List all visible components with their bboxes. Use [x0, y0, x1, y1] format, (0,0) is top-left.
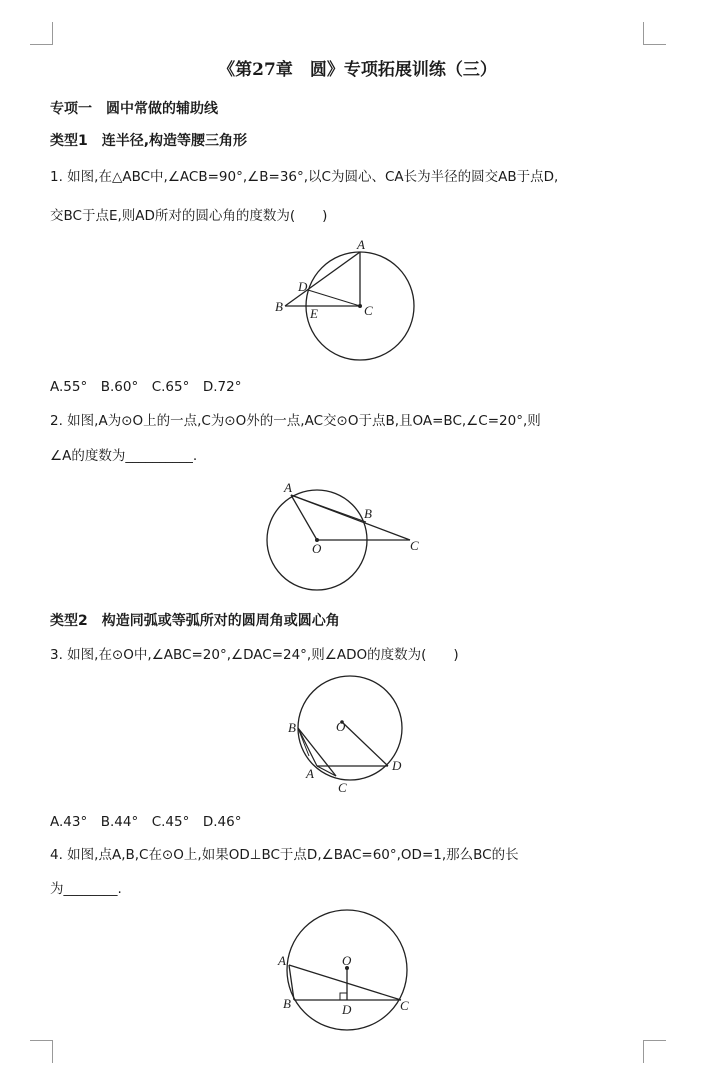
q3-options: A.43° B.44° C.45° D.46°: [50, 814, 242, 830]
q1-text-line2: 交BC于点E,则AD所对的圆心角的度数为( ): [50, 208, 328, 224]
q4-text-line2: 为________.: [50, 881, 122, 897]
q3-label-O: O: [336, 719, 346, 734]
section-heading: 专项一 圆中常做的辅助线: [50, 101, 218, 117]
type1-heading: 类型1 连半径,构造等腰三角形: [50, 133, 248, 149]
corner-mark-bottom-right: [643, 1040, 666, 1063]
q4-label-A: A: [278, 953, 286, 968]
q4-figure: [270, 910, 420, 1035]
page-title: 《第27章 圆》专项拓展训练（三）: [218, 60, 497, 80]
q2-label-O: O: [312, 541, 322, 556]
q4-label-C: C: [400, 998, 409, 1013]
corner-mark-bottom-left: [30, 1040, 53, 1063]
q1-label-B: B: [275, 299, 283, 314]
q2-label-A: A: [284, 480, 292, 495]
q1-label-D: D: [298, 279, 308, 294]
q4-label-D: D: [342, 1002, 352, 1017]
type2-heading: 类型2 构造同弧或等弧所对的圆周角或圆心角: [50, 613, 340, 629]
q1-figure: [270, 235, 430, 365]
q1-options: A.55° B.60° C.65° D.72°: [50, 379, 242, 395]
q1-label-E: E: [310, 306, 318, 321]
q3-label-B: B: [288, 720, 296, 735]
q4-label-O: O: [342, 953, 352, 968]
q2-figure: [260, 478, 430, 596]
q4-label-B: B: [283, 996, 291, 1011]
q3-figure: [280, 672, 420, 797]
q2-label-C: C: [410, 538, 419, 553]
q1-label-C: C: [364, 303, 373, 318]
q1-label-A: A: [357, 237, 365, 252]
q3-label-A: A: [306, 766, 314, 781]
q1-text-line1: 1. 如图,在△ABC中,∠ACB=90°,∠B=36°,以C为圆心、CA长为半径的圆交AB于点D,: [50, 169, 559, 185]
q4-text-line1: 4. 如图,点A,B,C在⊙O上,如果OD⊥BC于点D,∠BAC=60°,OD=1,那么BC的长: [50, 847, 519, 863]
corner-mark-top-left: [30, 22, 53, 45]
q2-text-line1: 2. 如图,A为⊙O上的一点,C为⊙O外的一点,AC交⊙O于点B,且OA=BC,∠C=20°,则: [50, 413, 541, 429]
q3-label-D: D: [392, 758, 402, 773]
q2-label-B: B: [364, 506, 372, 521]
corner-mark-top-right: [643, 22, 666, 45]
q3-label-C: C: [338, 780, 347, 795]
q3-text-line1: 3. 如图,在⊙O中,∠ABC=20°,∠DAC=24°,则∠ADO的度数为( ): [50, 647, 459, 663]
q2-text-line2: ∠A的度数为__________.: [50, 448, 198, 464]
